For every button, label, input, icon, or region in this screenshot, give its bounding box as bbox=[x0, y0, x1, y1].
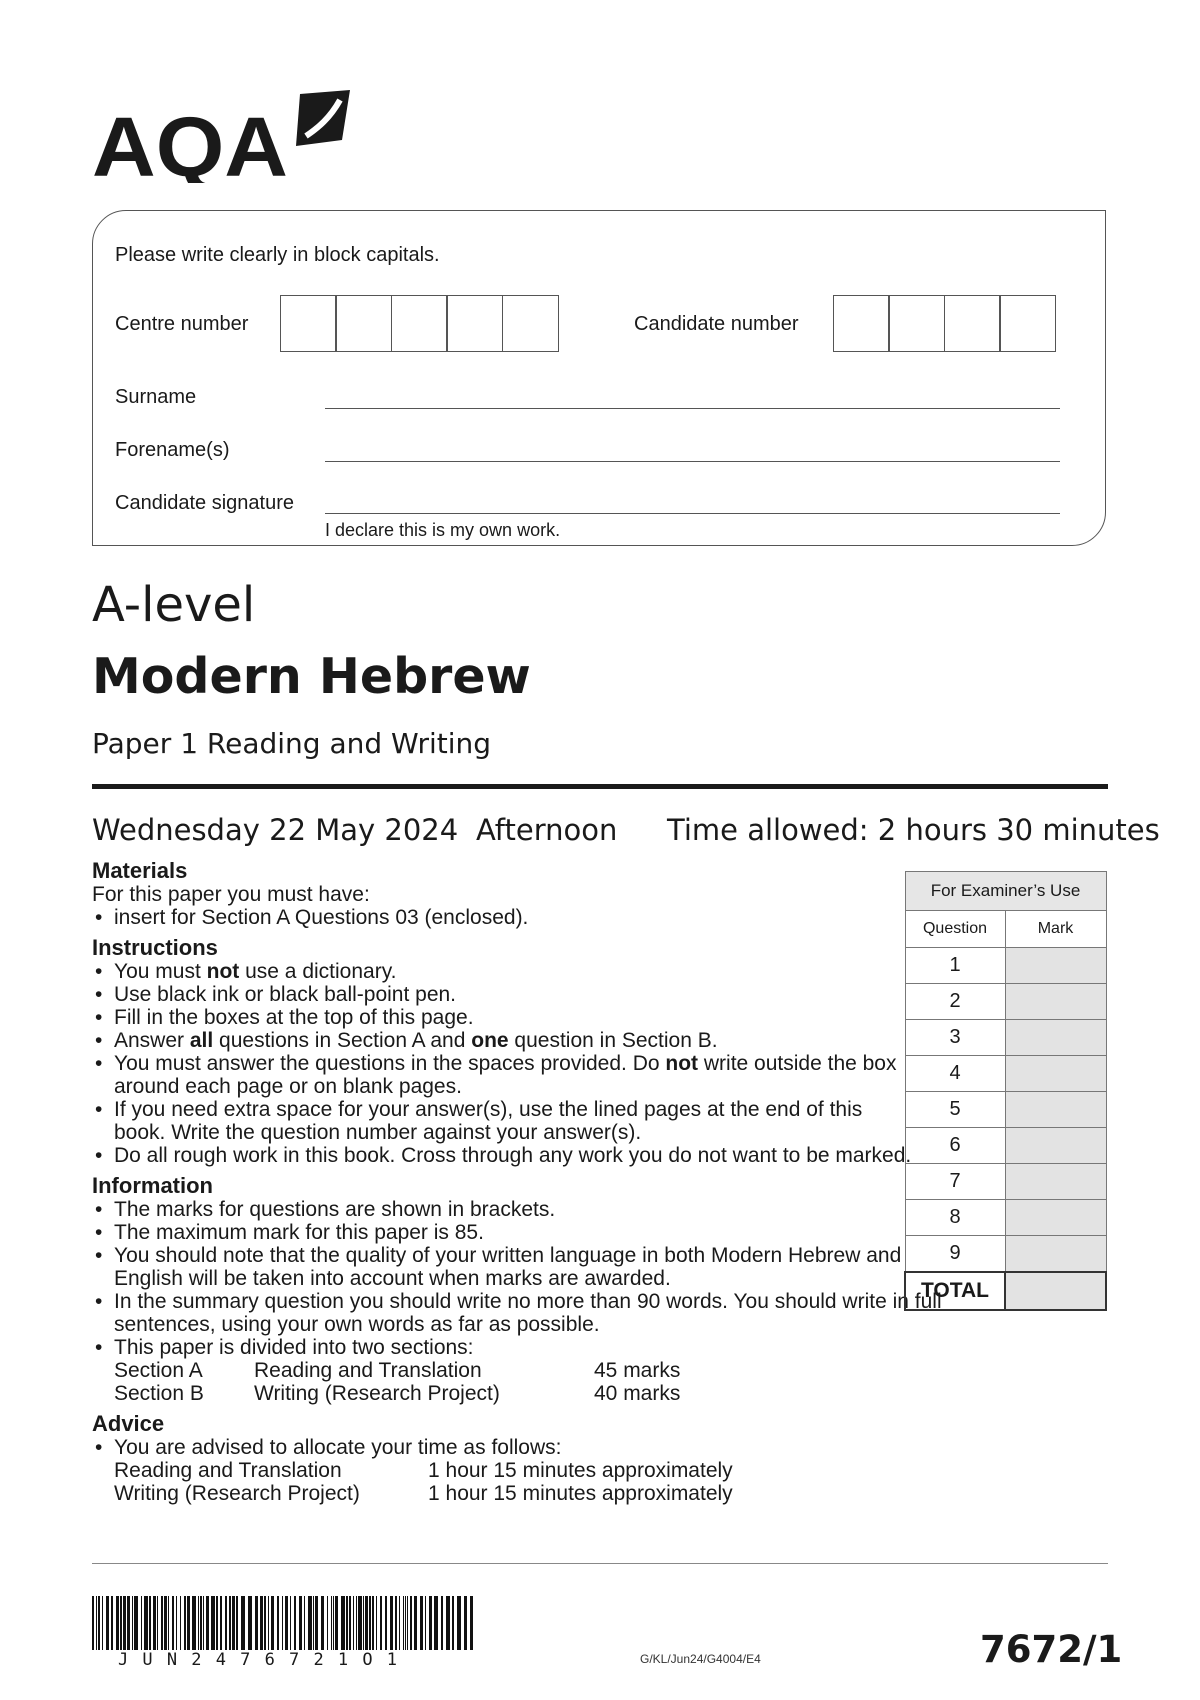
barcode-bar bbox=[434, 1596, 438, 1650]
barcode-bar bbox=[277, 1596, 279, 1650]
barcode-bar bbox=[407, 1596, 408, 1650]
barcode-bar bbox=[255, 1596, 258, 1650]
instruction-item: • Fill in the boxes at the top of this page. bbox=[92, 1006, 1032, 1029]
barcode-bar bbox=[470, 1596, 473, 1650]
barcode-bar bbox=[282, 1596, 283, 1650]
total-label: TOTAL bbox=[905, 1272, 1005, 1310]
barcode-bar bbox=[369, 1596, 371, 1650]
barcode-bar bbox=[335, 1596, 338, 1650]
barcode-bar bbox=[111, 1596, 113, 1650]
barcode-bar bbox=[464, 1596, 467, 1650]
barcode-bar bbox=[187, 1596, 190, 1650]
subject-title: Modern Hebrew bbox=[92, 648, 531, 705]
barcode-bar bbox=[365, 1596, 368, 1650]
examiner-table-title: For Examiner’s Use bbox=[905, 872, 1106, 911]
question-number: 7 bbox=[905, 1164, 1005, 1200]
centre-number-label: Centre number bbox=[115, 313, 249, 335]
instruction-item: • You must not use a dictionary. bbox=[92, 960, 1032, 983]
mark-cell[interactable] bbox=[1005, 984, 1106, 1020]
block-capitals-instruction: Please write clearly in block capitals. bbox=[115, 244, 440, 266]
barcode-bar bbox=[98, 1596, 100, 1650]
mark-cell[interactable] bbox=[1005, 1200, 1106, 1236]
mark-cell[interactable] bbox=[1005, 1236, 1106, 1273]
candidate-number-boxes[interactable] bbox=[834, 295, 1056, 352]
barcode-bar bbox=[410, 1596, 412, 1650]
question-number: 1 bbox=[905, 948, 1005, 984]
barcode-bar bbox=[241, 1596, 245, 1650]
question-number: 5 bbox=[905, 1092, 1005, 1128]
barcode-bar bbox=[172, 1596, 174, 1650]
barcode-bar bbox=[268, 1596, 269, 1650]
barcode-bar bbox=[203, 1596, 204, 1650]
paper-title: Paper 1 Reading and Writing bbox=[92, 727, 492, 760]
section-row: Section B Writing (Research Project) 40 marks bbox=[114, 1382, 681, 1405]
information-item: • You should note that the quality of your written language in both Modern Hebrew and English will be taken into account when marks are awarded. bbox=[92, 1244, 914, 1290]
examiner-use-table bbox=[904, 871, 1107, 1311]
barcode-bar bbox=[403, 1596, 404, 1650]
instruction-item: • You must answer the questions in the spaces provided. Do not write outside the box around each page or on blank pages. bbox=[92, 1052, 914, 1098]
barcode-bar bbox=[141, 1596, 142, 1650]
signature-field[interactable] bbox=[325, 513, 1060, 514]
barcode-bar bbox=[390, 1596, 393, 1650]
barcode-bar bbox=[446, 1596, 450, 1650]
mark-cell[interactable] bbox=[1005, 1056, 1106, 1092]
centre-number-boxes[interactable] bbox=[281, 295, 559, 352]
mark-cell[interactable] bbox=[1005, 1128, 1106, 1164]
advice-heading: Advice bbox=[92, 1411, 165, 1436]
total-mark-cell[interactable] bbox=[1005, 1272, 1106, 1310]
barcode-bar bbox=[294, 1596, 296, 1650]
candidate-digit-box[interactable] bbox=[888, 295, 945, 352]
barcode-bar bbox=[356, 1596, 357, 1650]
forename-field[interactable] bbox=[325, 461, 1060, 462]
barcode-bar bbox=[341, 1596, 345, 1650]
barcode-bar bbox=[271, 1596, 274, 1650]
mark-column-header: Mark bbox=[1005, 911, 1106, 948]
barcode-bar bbox=[358, 1596, 362, 1650]
candidate-digit-box[interactable] bbox=[999, 295, 1056, 352]
barcode-bar bbox=[106, 1596, 109, 1650]
barcode-bar bbox=[346, 1596, 348, 1650]
barcode-bar bbox=[260, 1596, 263, 1650]
barcode-bar bbox=[180, 1596, 181, 1650]
barcode-icon bbox=[92, 1596, 474, 1650]
centre-digit-box[interactable] bbox=[280, 295, 337, 352]
barcode-bar bbox=[399, 1596, 400, 1650]
barcode-digits: JUN2476721O1 bbox=[118, 1650, 412, 1670]
svg-text:AQA: AQA bbox=[92, 100, 288, 183]
instruction-item: • Use black ink or black ball-point pen. bbox=[92, 983, 1032, 1006]
barcode-bar bbox=[134, 1596, 138, 1650]
barcode-bar bbox=[157, 1596, 158, 1650]
barcode-bar bbox=[116, 1596, 119, 1650]
barcode-bar bbox=[380, 1596, 382, 1650]
mark-cell[interactable] bbox=[1005, 1164, 1106, 1200]
centre-digit-box[interactable] bbox=[502, 295, 559, 352]
candidate-digit-box[interactable] bbox=[944, 295, 1001, 352]
barcode-bar bbox=[331, 1596, 332, 1650]
barcode-bar bbox=[457, 1596, 461, 1650]
information-item: • This paper is divided into two sections: bbox=[92, 1336, 1032, 1359]
barcode-bar bbox=[420, 1596, 423, 1650]
barcode-bar bbox=[176, 1596, 177, 1650]
forename-label: Forename(s) bbox=[115, 439, 230, 461]
barcode-bar bbox=[395, 1596, 397, 1650]
question-number: 9 bbox=[905, 1236, 1005, 1273]
paper-code: 7672/1 bbox=[980, 1628, 1123, 1671]
barcode-bar bbox=[120, 1596, 122, 1650]
candidate-digit-box[interactable] bbox=[833, 295, 890, 352]
barcode-bar bbox=[236, 1596, 238, 1650]
question-column-header: Question bbox=[905, 911, 1005, 948]
advice-item: • You are advised to allocate your time as follows: bbox=[92, 1436, 1032, 1459]
question-number: 4 bbox=[905, 1056, 1005, 1092]
barcode-bar bbox=[229, 1596, 231, 1650]
qualification-level: A-level bbox=[92, 577, 256, 633]
barcode-bar bbox=[200, 1596, 202, 1650]
barcode-bar bbox=[198, 1596, 199, 1650]
barcode-bar bbox=[192, 1596, 196, 1650]
barcode-bar bbox=[225, 1596, 227, 1650]
information-heading: Information bbox=[92, 1173, 213, 1198]
advice-row: Writing (Research Project) 1 hour 15 minutes approximately bbox=[114, 1482, 733, 1505]
exam-session: Afternoon bbox=[476, 813, 618, 847]
document-reference: G/KL/Jun24/G4004/E4 bbox=[640, 1652, 761, 1666]
barcode-bar bbox=[405, 1596, 406, 1650]
barcode-bar bbox=[264, 1596, 266, 1650]
barcode-bar bbox=[164, 1596, 167, 1650]
candidate-number-label: Candidate number bbox=[634, 313, 799, 335]
mark-cell[interactable] bbox=[1005, 1092, 1106, 1128]
barcode-bar bbox=[313, 1596, 314, 1650]
barcode-bar bbox=[248, 1596, 252, 1650]
barcode-bar bbox=[304, 1596, 305, 1650]
barcode-bar bbox=[441, 1596, 443, 1650]
barcode-bar bbox=[211, 1596, 215, 1650]
aqa-logo bbox=[92, 88, 352, 183]
question-number: 6 bbox=[905, 1128, 1005, 1164]
barcode-bar bbox=[184, 1596, 186, 1650]
time-allowed: Time allowed: 2 hours 30 minutes bbox=[667, 813, 1160, 847]
question-number: 3 bbox=[905, 1020, 1005, 1056]
exam-date: Wednesday 22 May 2024 bbox=[92, 813, 459, 847]
information-item: • The maximum mark for this paper is 85. bbox=[92, 1221, 1032, 1244]
barcode-bar bbox=[363, 1596, 364, 1650]
section-row: Section A Reading and Translation 45 marks bbox=[114, 1359, 681, 1382]
aqa-flag-icon bbox=[92, 88, 352, 183]
barcode-bar bbox=[92, 1596, 94, 1650]
materials-item: • insert for Section A Questions 03 (enclosed). bbox=[92, 906, 1032, 929]
materials-heading: Materials bbox=[92, 858, 188, 883]
barcode-bar bbox=[206, 1596, 209, 1650]
surname-label: Surname bbox=[115, 386, 197, 408]
declaration-text: I declare this is my own work. bbox=[325, 520, 561, 540]
instruction-item: • Answer all questions in Section A and one question in Section B. bbox=[92, 1029, 1032, 1052]
barcode-bar bbox=[96, 1596, 97, 1650]
barcode-bar bbox=[232, 1596, 235, 1650]
barcode-bar bbox=[376, 1596, 377, 1650]
information-item: • In the summary question you should write no more than 90 words. You should write in full sentences, using your own words as far as possible. bbox=[92, 1290, 1032, 1336]
barcode-bar bbox=[349, 1596, 351, 1650]
centre-digit-box[interactable] bbox=[446, 295, 503, 352]
barcode-bar bbox=[161, 1596, 163, 1650]
barcode-bar bbox=[216, 1596, 218, 1650]
question-number: 8 bbox=[905, 1200, 1005, 1236]
barcode-bar bbox=[168, 1596, 169, 1650]
barcode-bar bbox=[290, 1596, 291, 1650]
barcode-bar bbox=[102, 1596, 103, 1650]
barcode-bar bbox=[327, 1596, 328, 1650]
materials-intro: For this paper you must have: bbox=[92, 883, 370, 906]
barcode-bar bbox=[315, 1596, 318, 1650]
barcode-bar bbox=[149, 1596, 151, 1650]
barcode-bar bbox=[132, 1596, 133, 1650]
instruction-item: • Do all rough work in this book. Cross through any work you do not want to be marked. bbox=[92, 1144, 914, 1167]
centre-digit-box[interactable] bbox=[391, 295, 448, 352]
barcode-bar bbox=[333, 1596, 334, 1650]
mark-cell[interactable] bbox=[1005, 1020, 1106, 1056]
information-item: • The marks for questions are shown in brackets. bbox=[92, 1198, 1032, 1221]
barcode-bar bbox=[285, 1596, 288, 1650]
barcode-bar bbox=[353, 1596, 354, 1650]
barcode-bar bbox=[385, 1596, 387, 1650]
barcode-bar bbox=[127, 1596, 130, 1650]
barcode-bar bbox=[429, 1596, 432, 1650]
footer-divider bbox=[92, 1563, 1108, 1564]
centre-digit-box[interactable] bbox=[335, 295, 392, 352]
barcode-bar bbox=[299, 1596, 302, 1650]
instruction-item: • If you need extra space for your answer(s), use the lined pages at the end of this book. Write the question number against your answer(s). bbox=[92, 1098, 914, 1144]
barcode-bar bbox=[372, 1596, 374, 1650]
barcode-bar bbox=[308, 1596, 312, 1650]
surname-field[interactable] bbox=[325, 408, 1060, 409]
instructions-heading: Instructions bbox=[92, 935, 218, 960]
barcode-bar bbox=[144, 1596, 148, 1650]
exam-instructions-body bbox=[92, 858, 1032, 1505]
title-divider bbox=[92, 784, 1108, 789]
barcode-bar bbox=[321, 1596, 324, 1650]
barcode-bar bbox=[153, 1596, 156, 1650]
barcode-bar bbox=[425, 1596, 426, 1650]
barcode-bar bbox=[123, 1596, 126, 1650]
barcode-bar bbox=[220, 1596, 222, 1650]
advice-row: Reading and Translation 1 hour 15 minutes approximately bbox=[114, 1459, 733, 1482]
barcode-bar bbox=[452, 1596, 454, 1650]
signature-label: Candidate signature bbox=[115, 492, 295, 514]
barcode-bar bbox=[414, 1596, 417, 1650]
mark-cell[interactable] bbox=[1005, 948, 1106, 984]
question-number: 2 bbox=[905, 984, 1005, 1020]
